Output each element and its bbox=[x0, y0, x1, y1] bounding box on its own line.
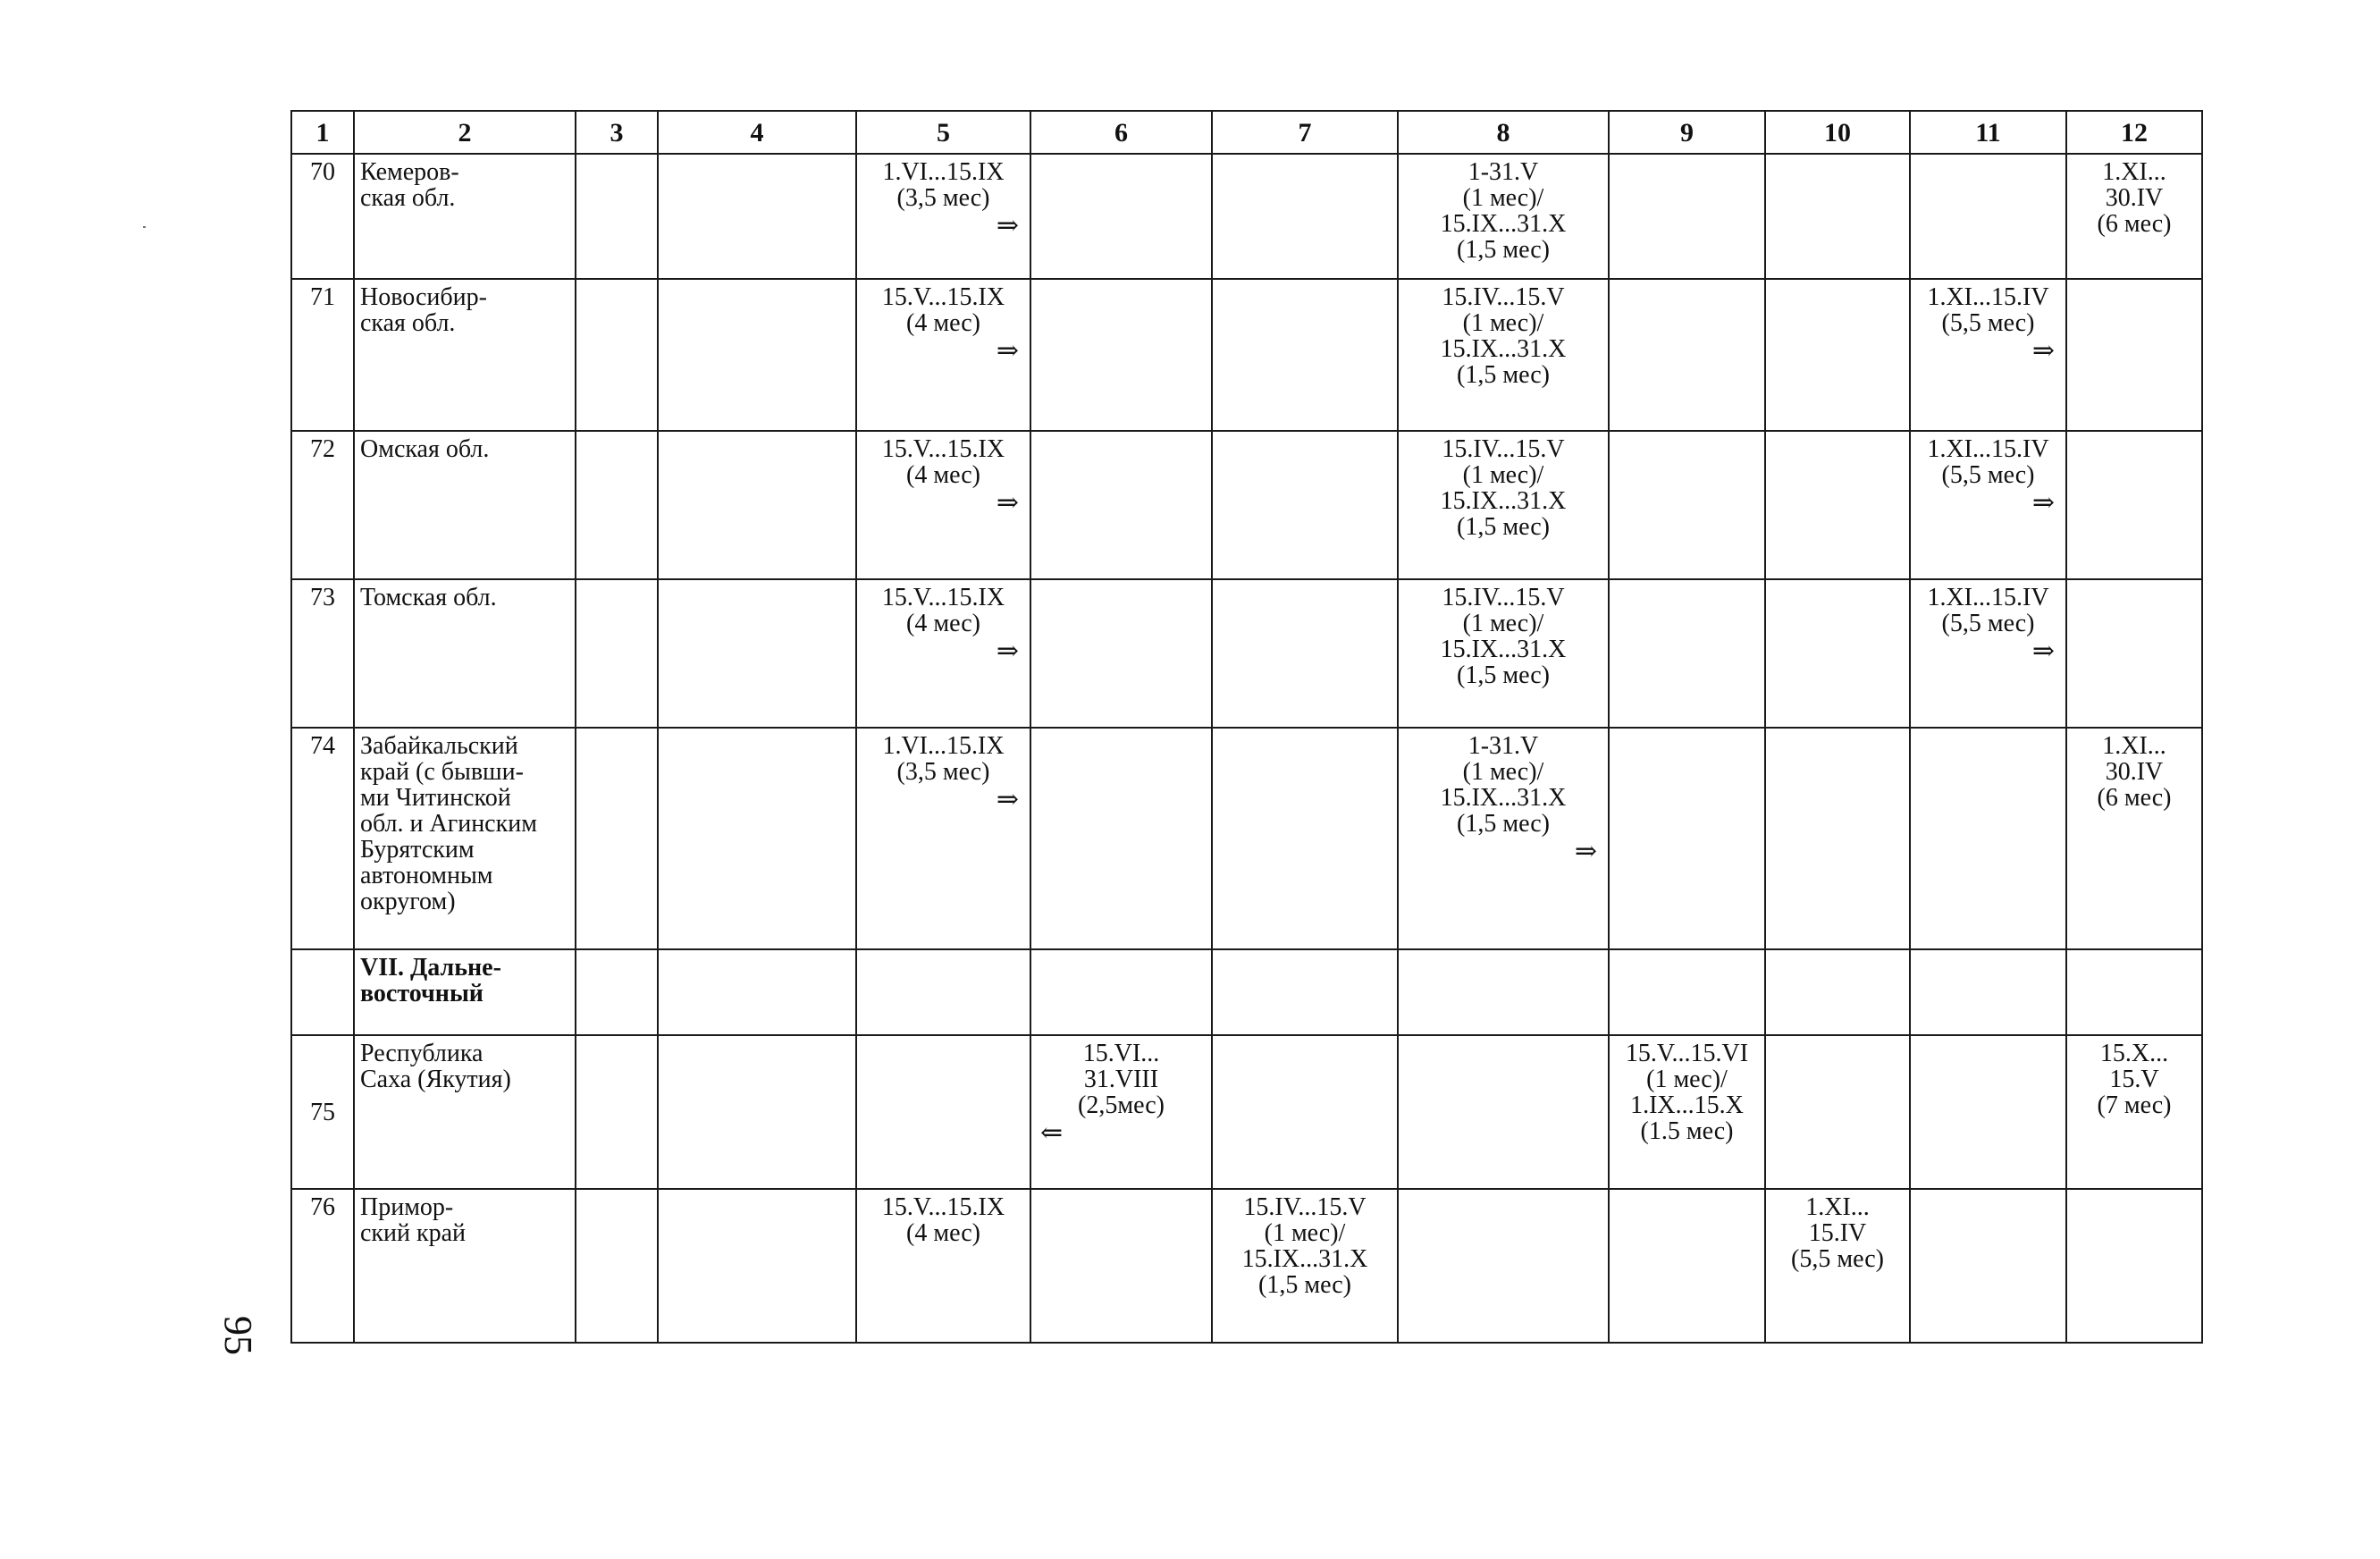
header-cell-7: 7 bbox=[1212, 111, 1398, 154]
empty-cell bbox=[1212, 431, 1398, 579]
period-cell-col-5 bbox=[856, 728, 1030, 949]
empty-cell bbox=[1609, 728, 1765, 949]
period-cell-col-11 bbox=[1910, 279, 2066, 431]
empty-cell bbox=[1030, 154, 1212, 279]
empty-cell bbox=[1212, 279, 1398, 431]
table-row bbox=[291, 579, 2202, 728]
header-row bbox=[291, 111, 2202, 154]
period-text: 15.IV...15.V (1 мес)/ 15.IX...31.X (1,5 мес) bbox=[1241, 1193, 1368, 1299]
empty-cell bbox=[658, 279, 856, 431]
empty-cell bbox=[2066, 949, 2202, 1035]
region-name: Забайкальский край (с бывши- ми Читинской обл. и Агинским Бурятским автономным округом) bbox=[354, 728, 576, 949]
empty-cell bbox=[1212, 728, 1398, 949]
arrow-right-icon: ⇒ bbox=[996, 636, 1019, 666]
period-cell-col-5 bbox=[856, 431, 1030, 579]
empty-cell bbox=[291, 949, 354, 1035]
empty-cell bbox=[576, 1189, 658, 1343]
header-cell-1: 1 bbox=[291, 111, 354, 154]
empty-cell bbox=[1398, 1189, 1609, 1343]
empty-cell bbox=[658, 949, 856, 1035]
period-cell-col-8 bbox=[1398, 279, 1609, 431]
arrow-right-icon: ⇒ bbox=[996, 336, 1019, 366]
period-text: 15.V...15.IX (4 мес) bbox=[881, 283, 1005, 337]
period-cell-col-5 bbox=[856, 279, 1030, 431]
period-text: 1.XI... 15.IV (5,5 мес) bbox=[1791, 1193, 1884, 1273]
table-row bbox=[291, 728, 2202, 949]
row-number: 75 bbox=[291, 1035, 354, 1189]
empty-cell bbox=[1765, 728, 1910, 949]
table-row bbox=[291, 1189, 2202, 1343]
period-cell-col-9 bbox=[1609, 1035, 1765, 1189]
arrow-right-icon: ⇒ bbox=[996, 785, 1019, 814]
row-number: 76 bbox=[291, 1189, 354, 1343]
empty-cell bbox=[1765, 279, 1910, 431]
empty-cell bbox=[576, 728, 658, 949]
period-cell-col-6 bbox=[1030, 1035, 1212, 1189]
row-number: 72 bbox=[291, 431, 354, 579]
arrow-left-icon: ⇐ bbox=[1040, 1118, 1064, 1148]
table-body bbox=[291, 154, 2202, 1343]
period-cell-col-11 bbox=[1910, 579, 2066, 728]
period-text: 1.XI...15.IV (5,5 мес) bbox=[1927, 435, 2049, 489]
empty-cell bbox=[576, 949, 658, 1035]
empty-cell bbox=[576, 279, 658, 431]
empty-cell bbox=[856, 1035, 1030, 1189]
period-text: 15.IV...15.V (1 мес)/ 15.IX...31.X (1,5 мес) bbox=[1440, 283, 1567, 389]
empty-cell bbox=[1765, 154, 1910, 279]
row-number: 70 bbox=[291, 154, 354, 279]
arrow-right-icon: ⇒ bbox=[2031, 488, 2055, 518]
arrow-right-icon: ⇒ bbox=[2031, 336, 2055, 366]
period-cell-col-7 bbox=[1212, 1189, 1398, 1343]
empty-cell bbox=[1910, 1189, 2066, 1343]
period-text: 1-31.V (1 мес)/ 15.IX...31.X (1,5 мес) bbox=[1440, 158, 1567, 264]
period-text: 1-31.V (1 мес)/ 15.IX...31.X (1,5 мес) bbox=[1440, 732, 1567, 838]
empty-cell bbox=[1212, 579, 1398, 728]
region-name: Республика Саха (Якутия) bbox=[354, 1035, 576, 1189]
period-text: 1.XI... 30.IV (6 мес) bbox=[2097, 732, 2172, 812]
period-cell-col-5 bbox=[856, 154, 1030, 279]
empty-cell bbox=[576, 579, 658, 728]
row-number: 74 bbox=[291, 728, 354, 949]
period-cell-col-5 bbox=[856, 1189, 1030, 1343]
empty-cell bbox=[1030, 279, 1212, 431]
region-name: Томская обл. bbox=[354, 579, 576, 728]
header-cell-6: 6 bbox=[1030, 111, 1212, 154]
empty-cell bbox=[1910, 1035, 2066, 1189]
empty-cell bbox=[658, 431, 856, 579]
empty-cell bbox=[1030, 579, 1212, 728]
period-cell-col-8 bbox=[1398, 579, 1609, 728]
table-row bbox=[291, 279, 2202, 431]
empty-cell bbox=[1609, 949, 1765, 1035]
empty-cell bbox=[1609, 154, 1765, 279]
header-cell-12: 12 bbox=[2066, 111, 2202, 154]
arrow-right-icon: ⇒ bbox=[2031, 636, 2055, 666]
period-cell-col-10 bbox=[1765, 1189, 1910, 1343]
empty-cell bbox=[1030, 1189, 1212, 1343]
arrow-right-icon: ⇒ bbox=[1574, 837, 1597, 866]
empty-cell bbox=[658, 579, 856, 728]
row-number: 73 bbox=[291, 579, 354, 728]
section-title: VII. Дальне- восточный bbox=[354, 949, 576, 1035]
arrow-right-icon: ⇒ bbox=[996, 211, 1019, 240]
header-cell-3: 3 bbox=[576, 111, 658, 154]
empty-cell bbox=[2066, 579, 2202, 728]
scan-speck bbox=[143, 226, 146, 228]
empty-cell bbox=[1398, 1035, 1609, 1189]
empty-cell bbox=[1030, 728, 1212, 949]
table-row bbox=[291, 1035, 2202, 1189]
empty-cell bbox=[1030, 431, 1212, 579]
climate-table bbox=[290, 110, 2203, 1344]
header-cell-5: 5 bbox=[856, 111, 1030, 154]
empty-cell bbox=[1212, 949, 1398, 1035]
period-cell-col-12 bbox=[2066, 1035, 2202, 1189]
empty-cell bbox=[658, 154, 856, 279]
header-cell-10: 10 bbox=[1765, 111, 1910, 154]
table-row bbox=[291, 431, 2202, 579]
period-cell-col-8 bbox=[1398, 431, 1609, 579]
region-name: Кемеров- ская обл. bbox=[354, 154, 576, 279]
period-text: 15.X... 15.V (7 мес) bbox=[2097, 1040, 2172, 1119]
empty-cell bbox=[1609, 431, 1765, 579]
header-cell-11: 11 bbox=[1910, 111, 2066, 154]
period-cell-col-12 bbox=[2066, 728, 2202, 949]
period-text: 15.V...15.IX (4 мес) bbox=[881, 435, 1005, 489]
empty-cell bbox=[2066, 279, 2202, 431]
period-cell-col-5 bbox=[856, 579, 1030, 728]
empty-cell bbox=[1212, 1035, 1398, 1189]
region-name: Новосибир- ская обл. bbox=[354, 279, 576, 431]
period-text: 1.XI... 30.IV (6 мес) bbox=[2097, 158, 2172, 238]
empty-cell bbox=[2066, 1189, 2202, 1343]
period-text: 15.IV...15.V (1 мес)/ 15.IX...31.X (1,5 мес) bbox=[1440, 584, 1567, 689]
period-text: 15.V...15.VI (1 мес)/ 1.IX...15.X (1.5 мес) bbox=[1625, 1040, 1749, 1145]
header-cell-2: 2 bbox=[354, 111, 576, 154]
empty-cell bbox=[658, 728, 856, 949]
period-text: 15.VI... 31.VIII (2,5мес) bbox=[1078, 1040, 1165, 1119]
period-text: 1.XI...15.IV (5,5 мес) bbox=[1927, 584, 2049, 637]
row-number: 71 bbox=[291, 279, 354, 431]
empty-cell bbox=[1910, 949, 2066, 1035]
header-cell-4: 4 bbox=[658, 111, 856, 154]
empty-cell bbox=[1609, 1189, 1765, 1343]
region-name: Омская обл. bbox=[354, 431, 576, 579]
header-cell-8: 8 bbox=[1398, 111, 1609, 154]
empty-cell bbox=[1609, 579, 1765, 728]
period-text: 15.V...15.IX (4 мес) bbox=[881, 584, 1005, 637]
empty-cell bbox=[1765, 579, 1910, 728]
period-text: 1.VI...15.IX (3,5 мес) bbox=[882, 732, 1005, 786]
period-text: 1.XI...15.IV (5,5 мес) bbox=[1927, 283, 2049, 337]
empty-cell bbox=[576, 1035, 658, 1189]
arrow-right-icon: ⇒ bbox=[996, 488, 1019, 518]
period-cell-col-11 bbox=[1910, 431, 2066, 579]
empty-cell bbox=[576, 154, 658, 279]
empty-cell bbox=[856, 949, 1030, 1035]
empty-cell bbox=[1030, 949, 1212, 1035]
region-name: Примор- ский край bbox=[354, 1189, 576, 1343]
period-text: 1.VI...15.IX (3,5 мес) bbox=[882, 158, 1005, 212]
period-cell-col-12 bbox=[2066, 154, 2202, 279]
period-cell-col-8 bbox=[1398, 728, 1609, 949]
page-number: 95 bbox=[216, 1316, 260, 1355]
empty-cell bbox=[1609, 279, 1765, 431]
header-cell-9: 9 bbox=[1609, 111, 1765, 154]
empty-cell bbox=[576, 431, 658, 579]
empty-cell bbox=[1765, 1035, 1910, 1189]
empty-cell bbox=[1765, 949, 1910, 1035]
empty-cell bbox=[658, 1189, 856, 1343]
period-cell-col-8 bbox=[1398, 154, 1609, 279]
section-row bbox=[291, 949, 2202, 1035]
table-row bbox=[291, 154, 2202, 279]
empty-cell bbox=[1910, 154, 2066, 279]
empty-cell bbox=[2066, 431, 2202, 579]
period-text: 15.IV...15.V (1 мес)/ 15.IX...31.X (1,5 мес) bbox=[1440, 435, 1567, 541]
empty-cell bbox=[658, 1035, 856, 1189]
empty-cell bbox=[1765, 431, 1910, 579]
empty-cell bbox=[1212, 154, 1398, 279]
empty-cell bbox=[1398, 949, 1609, 1035]
period-text: 15.V...15.IX (4 мес) bbox=[881, 1193, 1005, 1247]
empty-cell bbox=[1910, 728, 2066, 949]
